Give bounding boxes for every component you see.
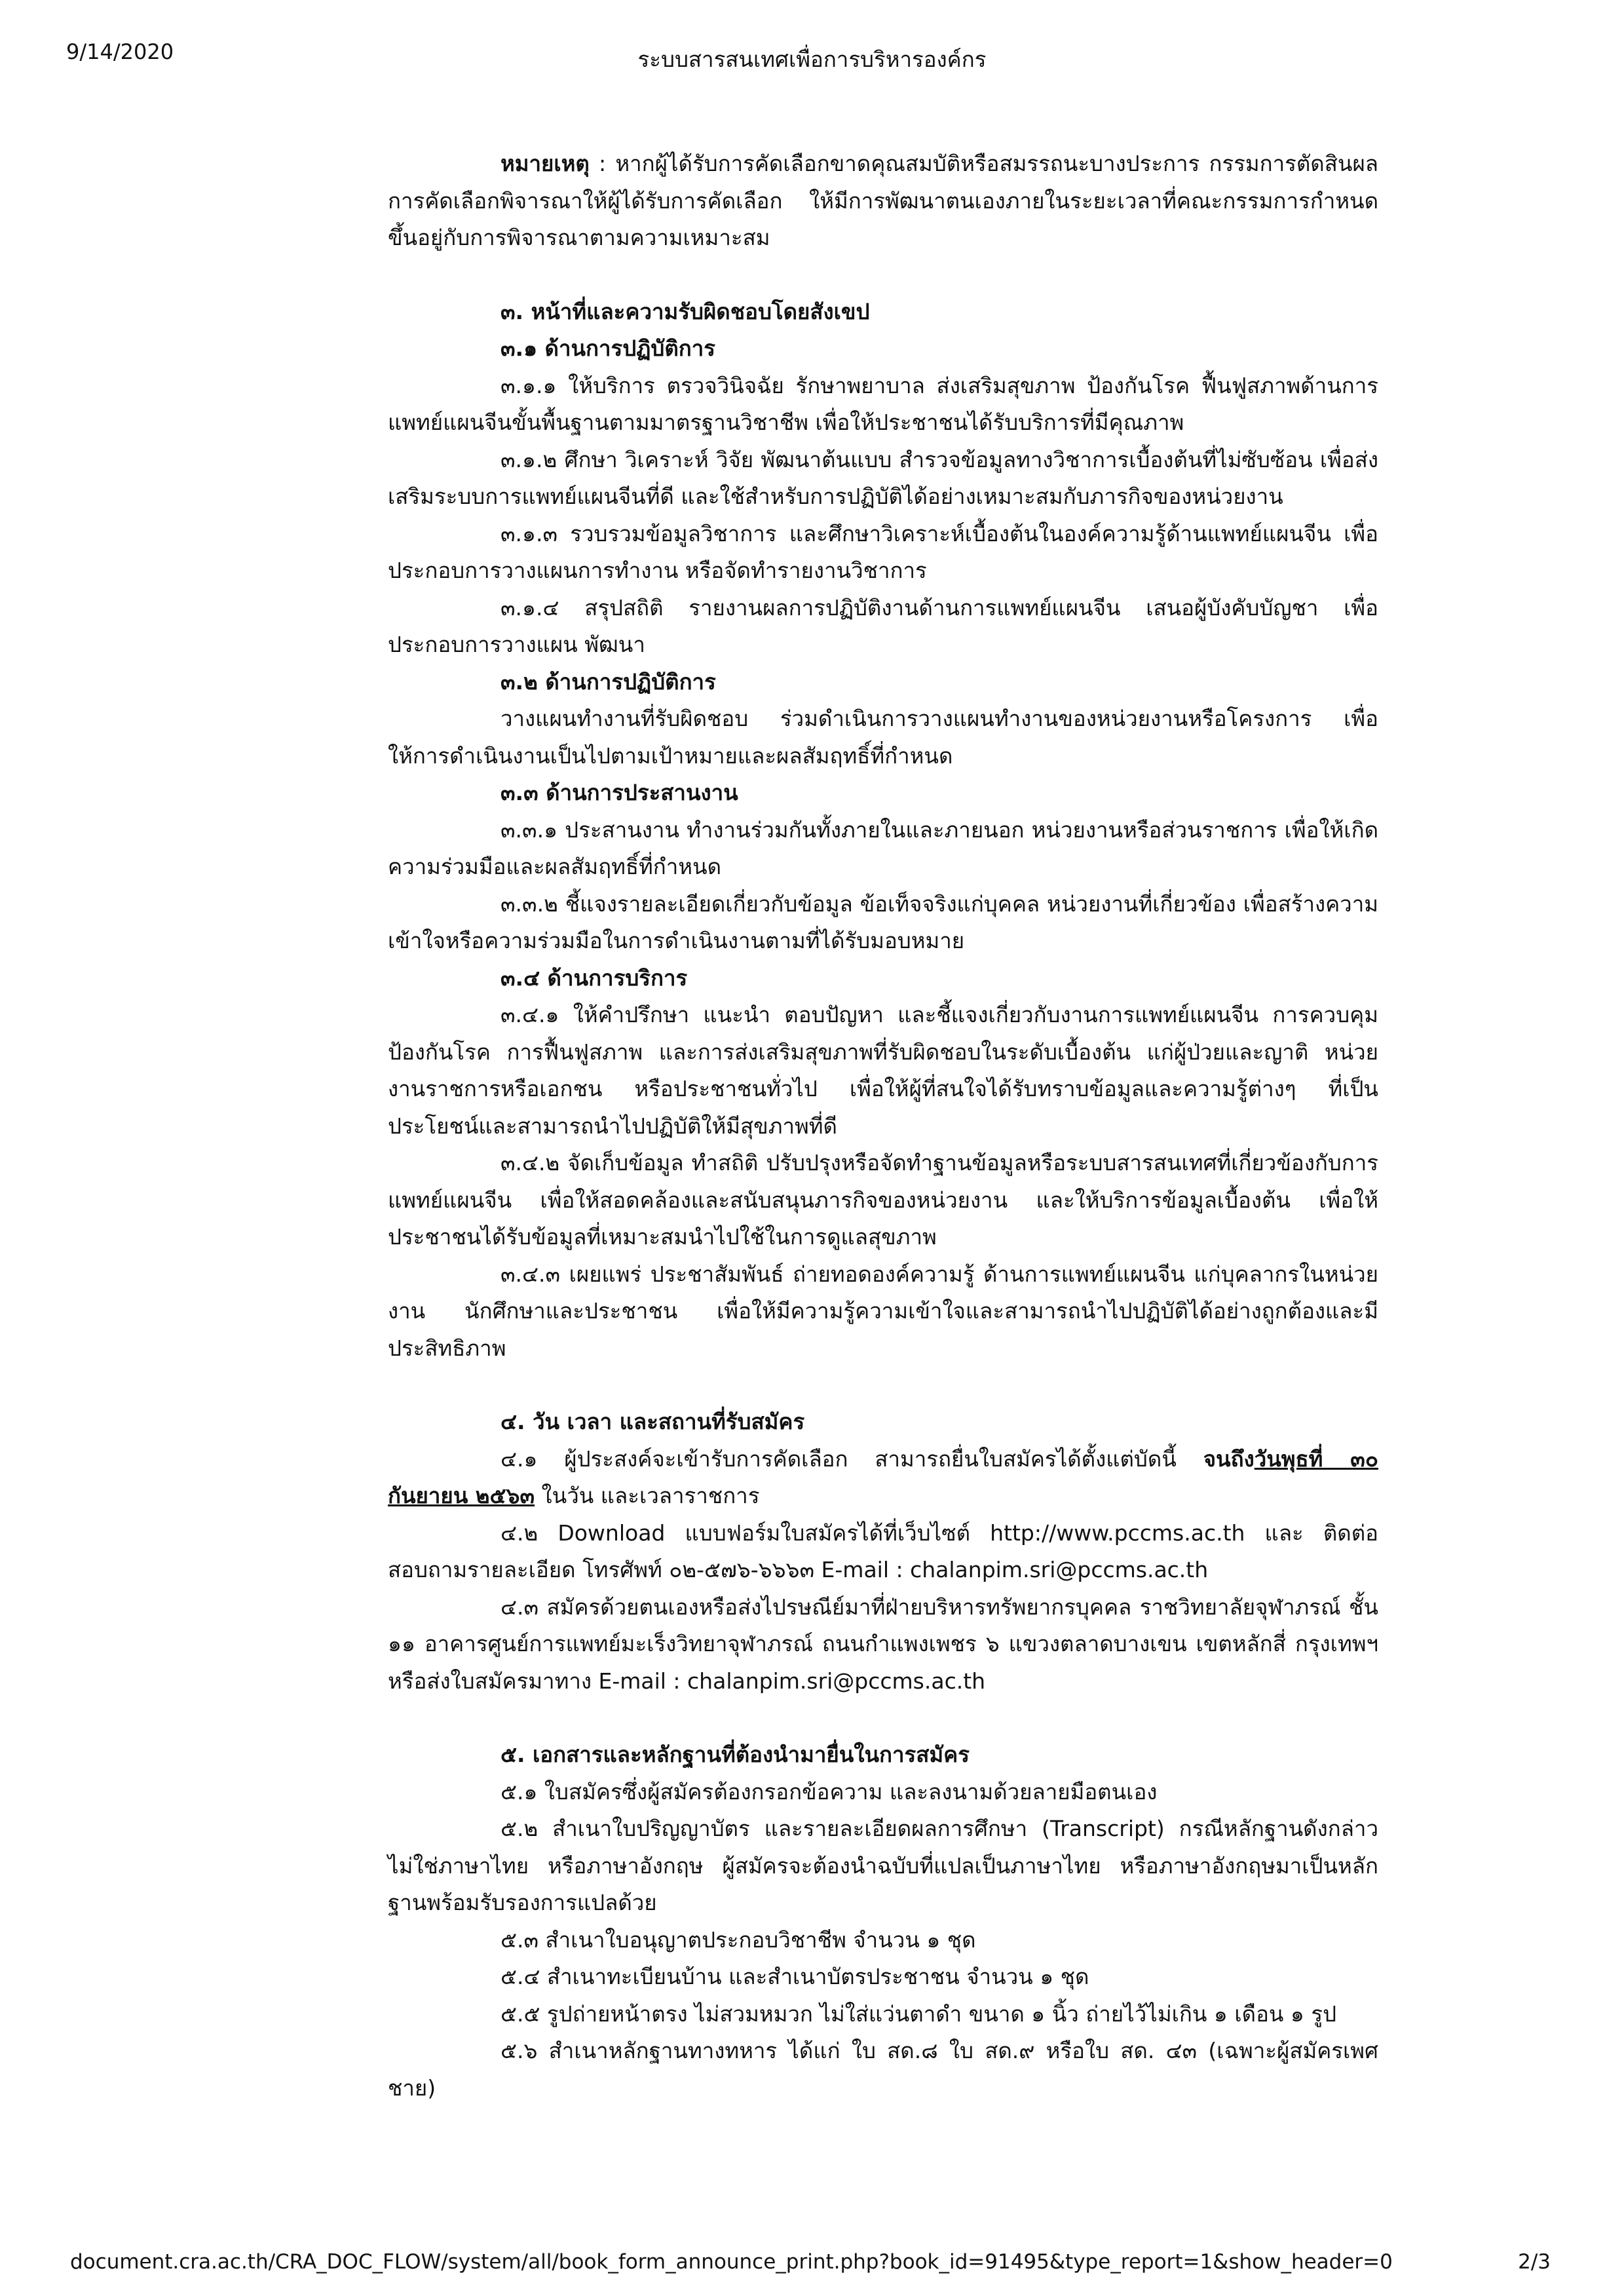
note-paragraph xyxy=(388,145,1378,257)
section-4-1 xyxy=(388,1441,1378,1515)
section-5-6: ๕.๖ สำเนาหลักฐานทางทหาร ได้แก่ ใบ สด.๘ ใบ สด.๙ หรือใบ สด. ๔๓ (เฉพาะผู้สมัครเพศชาย) xyxy=(388,2038,1378,2101)
print-footer-page-number: 2/3 xyxy=(1518,2250,1551,2274)
section-4-heading: ๔. วัน เวลา และสถานที่รับสมัคร xyxy=(500,1409,805,1434)
section-3-1-1: ๓.๑.๑ ให้บริการ ตรวจวินิจฉัย รักษาพยาบาล ส่งเสริมสุขภาพ ป้องกันโรค ฟื้นฟูสภาพด้านการแพทย์แผนจีนขั้นพื้นฐานตามมาตรฐานวิชาชีพ เพื่อให้ประชาชนได้รับบริการที่มีคุณภาพ xyxy=(388,372,1378,435)
section-3-1-heading: ๓.๑ ด้านการปฏิบัติการ xyxy=(500,335,716,361)
section-5-2: ๕.๒ สำเนาใบปริญญาบัตร และรายละเอียดผลการศึกษา (Transcript) กรณีหลักฐานดังกล่าวไม่ใช่ภาษาไทย หรือภาษาอังกฤษ ผู้สมัครจะต้องนำฉบับที่แปลเป็นภาษาไทย หรือภาษาอังกฤษมาเป็นหลักฐานพร้อมรับรองการแปลด้วย xyxy=(388,1816,1378,1915)
section-3-heading: ๓. หน้าที่และความรับผิดชอบโดยสังเขป xyxy=(500,298,870,324)
section-3-4-heading: ๓.๔ ด้านการบริการ xyxy=(500,965,688,991)
section-3-1-4: ๓.๑.๔ สรุปสถิติ รายงานผลการปฏิบัติงานด้านการแพทย์แผนจีน เสนอผู้บังคับบัญชา เพื่อประกอบการวางแผน พัฒนา xyxy=(388,594,1378,657)
section-4-1-suffix: ในวัน และเวลาราชการ xyxy=(535,1483,760,1508)
section-3-3-heading: ๓.๓ ด้านการประสานงาน xyxy=(500,780,738,805)
section-5-heading: ๕. เอกสารและหลักฐานที่ต้องนำมายื่นในการสมัคร xyxy=(500,1742,970,1767)
section-3-2-heading: ๓.๒ ด้านการปฏิบัติการ xyxy=(500,668,716,695)
section-3-2-text: วางแผนทำงานที่รับผิดชอบ ร่วมดำเนินการวางแผนทำงานของหน่วยงานหรือโครงการ เพื่อให้การดำเนินงานเป็นไปตามเป้าหมายและผลสัมฤทธิ์ที่กำหนด xyxy=(388,706,1378,769)
section-3-4-3: ๓.๔.๓ เผยแพร่ ประชาสัมพันธ์ ถ่ายทอดองค์ความรู้ ด้านการแพทย์แผนจีน แก่บุคลากรในหน่วยงาน นักศึกษาและประชาชน เพื่อให้มีความรู้ความเข้าใจและสามารถนำไปปฏิบัติได้อย่างถูกต้องและมีประสิทธิภาพ xyxy=(388,1261,1378,1361)
print-header-date: 9/14/2020 xyxy=(66,39,174,64)
section-3-1-2: ๓.๑.๒ ศึกษา วิเคราะห์ วิจัย พัฒนาต้นแบบ สำรวจข้อมูลทางวิชาการเบื้องต้นที่ไม่ซับซ้อน เพื่อส่งเสริมระบบการแพทย์แผนจีนที่ดี และใช้สำหรับการปฏิบัติได้อย่างเหมาะสมกับภารกิจของหน่วยงาน xyxy=(388,446,1378,509)
section-5-3: ๕.๓ สำเนาใบอนุญาตประกอบวิชาชีพ จำนวน ๑ ชุด xyxy=(500,1926,976,1953)
deadline-date: วันพุธที่ ๓๐ กันยายน ๒๕๖๓ xyxy=(388,1445,1378,1508)
section-5-5: ๕.๕ รูปถ่ายหน้าตรง ไม่สวมหมวก ไม่ใส่แว่นตาดำ ขนาด ๑ นิ้ว ถ่ายไว้ไม่เกิน ๑ เดือน ๑ รูป xyxy=(500,2000,1337,2027)
deadline-prefix: จนถึง xyxy=(1203,1445,1255,1472)
note-label: หมายเหตุ xyxy=(500,151,590,176)
section-5-1: ๕.๑ ใบสมัครซึ่งผู้สมัครต้องกรอกข้อความ และลงนามด้วยลายมือตนเอง xyxy=(500,1778,1158,1805)
section-5-4: ๕.๔ สำเนาทะเบียนบ้าน และสำเนาบัตรประชาชน จำนวน ๑ ชุด xyxy=(500,1964,1089,1989)
section-3-4-2: ๓.๔.๒ จัดเก็บข้อมูล ทำสถิติ ปรับปรุงหรือจัดทำฐานข้อมูลหรือระบบสารสนเทศที่เกี่ยวข้องกับการแพทย์แผนจีน เพื่อให้สอดคล้องและสนับสนุนภารกิจของหน่วยงาน และให้บริการข้อมูลเบื้องต้น เพื่อให้ประชาชนได้รับข้อมูลที่เหมาะสมนำไปใช้ในการดูแลสุขภาพ xyxy=(388,1150,1378,1250)
note-text: : หากผู้ได้รับการคัดเลือกขาดคุณสมบัติหรือสมรรถนะบางประการ กรรมการตัดสินผลการคัดเลือกพิจารณาให้ผู้ได้รับการคัดเลือก ให้มีการพัฒนาตนเองภายในระยะเวลาที่คณะกรรมการกำหนด ขึ้นอยู่กับการพิจารณาตามความเหมาะสม xyxy=(388,151,1378,250)
section-3-4-1: ๓.๔.๑ ให้คำปรึกษา แนะนำ ตอบปัญหา และชี้แจงเกี่ยวกับงานการแพทย์แผนจีน การควบคุมป้องกันโรค การฟื้นฟูสภาพ และการส่งเสริมสุขภาพที่รับผิดชอบในระดับเบื้องต้น แก่ผู้ป่วยและญาติ หน่วยงานราชการหรือเอกชน หรือประชาชนทั่วไป เพื่อให้ผู้ที่สนใจได้รับทราบข้อมูลและความรู้ต่างๆ ที่เป็นประโยชน์และสามารถนำไปปฏิบัติให้มีสุขภาพที่ดี xyxy=(388,1002,1378,1139)
print-header-title: ระบบสารสนเทศเพื่อการบริหารองค์กร xyxy=(637,47,987,72)
document-body xyxy=(388,145,1378,2107)
section-4-3: ๔.๓ สมัครด้วยตนเองหรือส่งไปรษณีย์มาที่ฝ่ายบริหารทรัพยากรบุคคล ราชวิทยาลัยจุฬาภรณ์ ชั้น ๑๑ อาคารศูนย์การแพทย์มะเร็งวิทยาจุฬาภรณ์ ถนนกำแพงเพชร ๖ แขวงตลาดบางเขน เขตหลักสี่ กรุงเทพฯ หรือส่งใบสมัครมาทาง E-mail : chalanpim.sri@pccms.ac.th xyxy=(388,1594,1378,1694)
print-footer-url: document.cra.ac.th/CRA_DOC_FLOW/system/all/book_form_announce_print.php?book_id=91495&type_report=1&show_header=0 xyxy=(70,2250,1393,2274)
section-3-3-2: ๓.๓.๒ ชี้แจงรายละเอียดเกี่ยวกับข้อมูล ข้อเท็จจริงแก่บุคคล หน่วยงานที่เกี่ยวข้อง เพื่อสร้างความเข้าใจหรือความร่วมมือในการดำเนินงานตามที่ได้รับมอบหมาย xyxy=(388,890,1378,953)
section-3-1-3: ๓.๑.๓ รวบรวมข้อมูลวิชาการ และศึกษาวิเคราะห์เบื้องต้นในองค์ความรู้ด้านแพทย์แผนจีน เพื่อประกอบการวางแผนการทำงาน หรือจัดทำรายงานวิชาการ xyxy=(388,520,1378,583)
section-4-1-text: ๔.๑ ผู้ประสงค์จะเข้ารับการคัดเลือก สามารถยื่นใบสมัครได้ตั้งแต่บัดนี้ xyxy=(500,1445,1203,1472)
section-4-2: ๔.๒ Download แบบฟอร์มใบสมัครได้ที่เว็บไซต์ http://www.pccms.ac.th และ ติดต่อสอบถามรายละเอียด โทรศัพท์ ๐๒-๕๗๖-๖๖๖๓ E-mail : chalanpim.sri@pccms.ac.th xyxy=(388,1520,1378,1582)
section-3-3-1: ๓.๓.๑ ประสานงาน ทำงานร่วมกันทั้งภายในและภายนอก หน่วยงานหรือส่วนราชการ เพื่อให้เกิดความร่วมมือและผลสัมฤทธิ์ที่กำหนด xyxy=(388,816,1378,879)
